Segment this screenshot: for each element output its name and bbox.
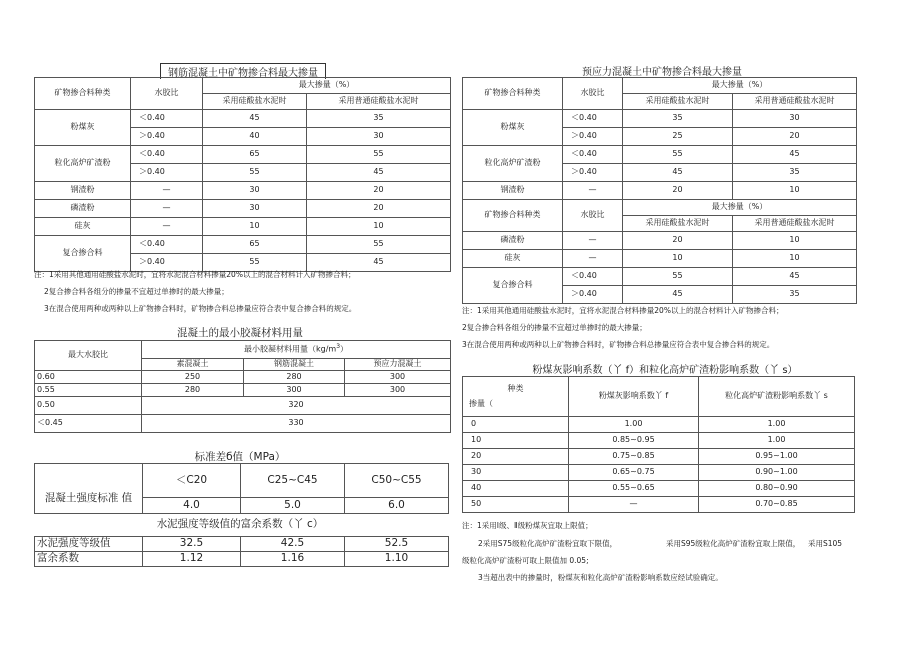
t5-header-c2: 采用普通硅酸盐水泥时 xyxy=(733,94,857,110)
t6-dose: 0 xyxy=(463,417,569,433)
t5-header-kind-2: 矿物掺合料种类 xyxy=(463,200,563,232)
table4-title: 水泥强度等级值的富余系数（丫 c） xyxy=(156,518,324,530)
t3-header-label: 混凝土强度标准 值 xyxy=(35,464,143,514)
t2-col: 钢筋混凝土 xyxy=(244,359,345,371)
t5-wb: ＜0.40 xyxy=(563,110,623,128)
t1-val: 30 xyxy=(203,182,307,200)
t3-col: ＜C20 xyxy=(143,464,241,498)
t1-val: 10 xyxy=(203,218,307,236)
t2-col: 预应力混凝土 xyxy=(345,359,451,371)
t5-wb: ＞0.40 xyxy=(563,286,623,304)
t5-note-2: 2复合掺合料各组分的掺量不宜超过单掺时的最大掺量； xyxy=(462,323,647,332)
t6-val: 0.65~0.75 xyxy=(569,465,699,481)
t2-wb: 0.60 xyxy=(35,371,142,384)
t1-val: 65 xyxy=(203,146,307,164)
t6-val: 0.90~1.00 xyxy=(699,465,855,481)
t6-dose: 50 xyxy=(463,497,569,513)
t1-header-kind: 矿物掺合料种类 xyxy=(35,78,131,110)
t5-header-c2-2: 采用普通硅酸盐水泥时 xyxy=(733,216,857,232)
table6 xyxy=(462,376,855,513)
t2-header-wb: 最大水胶比 xyxy=(35,341,142,371)
table3 xyxy=(34,463,449,514)
t6-val: 1.00 xyxy=(699,433,855,449)
t5-wb: ＞0.40 xyxy=(563,164,623,182)
t5-wb: — xyxy=(563,250,623,268)
t2-val: 330 xyxy=(142,415,451,433)
t1-val: 30 xyxy=(203,200,307,218)
t1-val: 40 xyxy=(203,128,307,146)
t6-note-2b: 采用S95级粒化高炉矿渣粉宜取上限值， xyxy=(666,539,801,548)
t1-wb: ＞0.40 xyxy=(131,128,203,146)
t5-val: 20 xyxy=(733,128,857,146)
t5-val: 25 xyxy=(623,128,733,146)
t6-header-kind-label: 种类 xyxy=(507,383,524,393)
t5-wb: ＞0.40 xyxy=(563,128,623,146)
t1-val: 20 xyxy=(307,182,451,200)
t4-val: 1.12 xyxy=(143,552,241,567)
table5 xyxy=(462,77,857,304)
t5-note-3: 3在混合使用两种或两种以上矿物掺合料时，矿物掺合料总掺量应符合表中复合掺合料的规定。 xyxy=(462,340,775,349)
t6-val: 0.95~1.00 xyxy=(699,449,855,465)
t1-kind: 复合掺合料 xyxy=(35,236,131,272)
t5-val: 10 xyxy=(733,182,857,200)
t4-val: 42.5 xyxy=(241,537,345,552)
t2-val: 320 xyxy=(142,397,451,415)
t6-val: 0.75~0.85 xyxy=(569,449,699,465)
t4-val: 32.5 xyxy=(143,537,241,552)
t5-header-max: 最大掺量（%） xyxy=(623,78,857,94)
t5-header-max-2: 最大掺量（%） xyxy=(623,200,857,216)
t2-val: 300 xyxy=(345,371,451,384)
t6-val: 0.80~0.90 xyxy=(699,481,855,497)
t1-header-c2: 采用普通硅酸盐水泥时 xyxy=(307,94,451,110)
t1-val: 55 xyxy=(203,164,307,182)
t1-val: 10 xyxy=(307,218,451,236)
t1-wb: — xyxy=(131,200,203,218)
t2-wb: ＜0.45 xyxy=(35,415,142,433)
t1-wb: ＜0.40 xyxy=(131,110,203,128)
t1-val: 45 xyxy=(203,110,307,128)
t2-val: 300 xyxy=(244,384,345,397)
t3-val: 4.0 xyxy=(143,498,241,514)
t5-val: 35 xyxy=(733,286,857,304)
t6-dose: 30 xyxy=(463,465,569,481)
t5-wb: — xyxy=(563,232,623,250)
t5-val: 10 xyxy=(623,250,733,268)
t1-val: 30 xyxy=(307,128,451,146)
t6-note-3: 3当超出表中的掺量时，粉煤灰和粒化高炉矿渣粉影响系数应经试验确定。 xyxy=(478,573,723,582)
t1-wb: ＞0.40 xyxy=(131,254,203,272)
t2-wb: 0.50 xyxy=(35,397,142,415)
t5-val: 45 xyxy=(733,268,857,286)
t5-val: 10 xyxy=(733,232,857,250)
t6-val: — xyxy=(569,497,699,513)
t1-val: 20 xyxy=(307,200,451,218)
t6-val: 0.70~0.85 xyxy=(699,497,855,513)
t4-val: 1.10 xyxy=(345,552,449,567)
t3-val: 6.0 xyxy=(345,498,449,514)
t1-wb: — xyxy=(131,218,203,236)
t1-header-max: 最大掺量（%） xyxy=(203,78,451,94)
t1-val: 55 xyxy=(203,254,307,272)
t5-val: 10 xyxy=(733,250,857,268)
t6-header-c1: 粉煤灰影响系数丫 f xyxy=(569,377,699,417)
t5-val: 20 xyxy=(623,232,733,250)
t5-kind: 粉煤灰 xyxy=(463,110,563,146)
t1-kind: 硅灰 xyxy=(35,218,131,236)
t5-kind: 复合掺合料 xyxy=(463,268,563,304)
t6-header-dose-label: 掺量（ xyxy=(469,398,493,408)
t6-note-2a: 2采用S75级粒化高炉矿渣粉宜取下限值， xyxy=(478,539,618,548)
t1-wb: ＞0.40 xyxy=(131,164,203,182)
t6-val: 0.55~0.65 xyxy=(569,481,699,497)
t2-header-main: 最小胶凝材料用量$(kg/m^3)$ xyxy=(142,341,451,359)
t4-row2-label: 富余系数 xyxy=(35,552,143,567)
t1-kind: 钢渣粉 xyxy=(35,182,131,200)
t5-val: 35 xyxy=(733,164,857,182)
t5-kind: 粒化高炉矿渣粉 xyxy=(463,146,563,182)
t2-wb: 0.55 xyxy=(35,384,142,397)
t1-header-c1: 采用硅酸盐水泥时 xyxy=(203,94,307,110)
t1-val: 55 xyxy=(307,146,451,164)
t5-note-1: 注：1采用其他通用硅酸盐水泥时，宜将水泥混合材料掺量20%以上的混合材料计入矿物掺合料； xyxy=(462,306,784,315)
t4-row1-label: 水泥强度等级值 xyxy=(35,537,143,552)
t1-wb: ＜0.40 xyxy=(131,146,203,164)
t3-col: C25~C45 xyxy=(241,464,345,498)
t5-header-c1: 采用硅酸盐水泥时 xyxy=(623,94,733,110)
t6-val: 1.00 xyxy=(569,417,699,433)
t5-val: 45 xyxy=(623,286,733,304)
t6-header-kind xyxy=(463,377,569,417)
t5-val: 35 xyxy=(623,110,733,128)
t1-val: 45 xyxy=(307,254,451,272)
t5-wb: ＜0.40 xyxy=(563,268,623,286)
t5-val: 30 xyxy=(733,110,857,128)
table6-title: 粉煤灰影响系数（丫 f）和粒化高炉矿渣粉影响系数（丫 s） xyxy=(532,365,798,376)
t1-kind: 粒化高炉矿渣粉 xyxy=(35,146,131,182)
t5-kind: 磷渣粉 xyxy=(463,232,563,250)
t6-note-1: 注：1采用Ⅰ级、Ⅱ级粉煤灰宜取上限值； xyxy=(462,521,593,530)
t1-note-3: 3在混合使用两种或两种以上矿物掺合料时，矿物掺合料总掺量应符合表中复合掺合料的规定。 xyxy=(44,304,357,313)
t2-val: 300 xyxy=(345,384,451,397)
t5-val: 55 xyxy=(623,146,733,164)
t5-val: 45 xyxy=(623,164,733,182)
t5-kind: 钢渣粉 xyxy=(463,182,563,200)
table5-title: 预应力混凝土中矿物掺合料最大掺量 xyxy=(582,67,742,78)
t1-val: 65 xyxy=(203,236,307,254)
t3-val: 5.0 xyxy=(241,498,345,514)
t5-wb: — xyxy=(563,182,623,200)
t1-header-wb: 水胶比 xyxy=(131,78,203,110)
t5-header-kind: 矿物掺合料种类 xyxy=(463,78,563,110)
t3-col: C50~C55 xyxy=(345,464,449,498)
t1-val: 45 xyxy=(307,164,451,182)
table2 xyxy=(34,340,451,433)
t2-val: 280 xyxy=(142,384,244,397)
t5-kind: 硅灰 xyxy=(463,250,563,268)
t5-header-wb-2: 水胶比 xyxy=(563,200,623,232)
t6-note-2c: 采用S105 xyxy=(808,539,843,548)
t4-val: 1.16 xyxy=(241,552,345,567)
t5-header-wb: 水胶比 xyxy=(563,78,623,110)
t2-val: 250 xyxy=(142,371,244,384)
t1-kind: 磷渣粉 xyxy=(35,200,131,218)
t5-val: 20 xyxy=(623,182,733,200)
t1-note-2: 2复合掺合料各组分的掺量不宜超过单掺时的最大掺量； xyxy=(44,287,229,296)
table1 xyxy=(34,77,451,272)
t1-wb: ＜0.40 xyxy=(131,236,203,254)
table4 xyxy=(34,536,449,567)
t6-dose: 10 xyxy=(463,433,569,449)
t4-val: 52.5 xyxy=(345,537,449,552)
t2-val: 280 xyxy=(244,371,345,384)
t6-note-2d: 级粒化高炉矿渣粉可取上限值加 0.05; xyxy=(462,556,589,565)
t1-note-1: 注：1采用其他通用硅酸盐水泥时，宜将水泥混合材料掺量20%以上的混合材料计入矿物掺合料； xyxy=(34,270,356,279)
t5-val: 55 xyxy=(623,268,733,286)
t1-val: 55 xyxy=(307,236,451,254)
table1-title: 钢筋混凝土中矿物掺合料最大掺量 xyxy=(160,63,326,79)
t6-dose: 40 xyxy=(463,481,569,497)
table3-title: 标准差б值（MPa） xyxy=(194,451,286,463)
t2-col: 素混凝土 xyxy=(142,359,244,371)
t6-header-c2: 粒化高炉矿渣粉影响系数丫 s xyxy=(699,377,855,417)
t6-val: 0.85~0.95 xyxy=(569,433,699,449)
t6-dose: 20 xyxy=(463,449,569,465)
t6-val: 1.00 xyxy=(699,417,855,433)
t5-header-c1-2: 采用硅酸盐水泥时 xyxy=(623,216,733,232)
t5-val: 45 xyxy=(733,146,857,164)
t1-kind: 粉煤灰 xyxy=(35,110,131,146)
t1-wb: — xyxy=(131,182,203,200)
t1-val: 35 xyxy=(307,110,451,128)
t5-wb: ＜0.40 xyxy=(563,146,623,164)
table2-title: 混凝土的最小胶凝材料用量 xyxy=(177,327,303,339)
